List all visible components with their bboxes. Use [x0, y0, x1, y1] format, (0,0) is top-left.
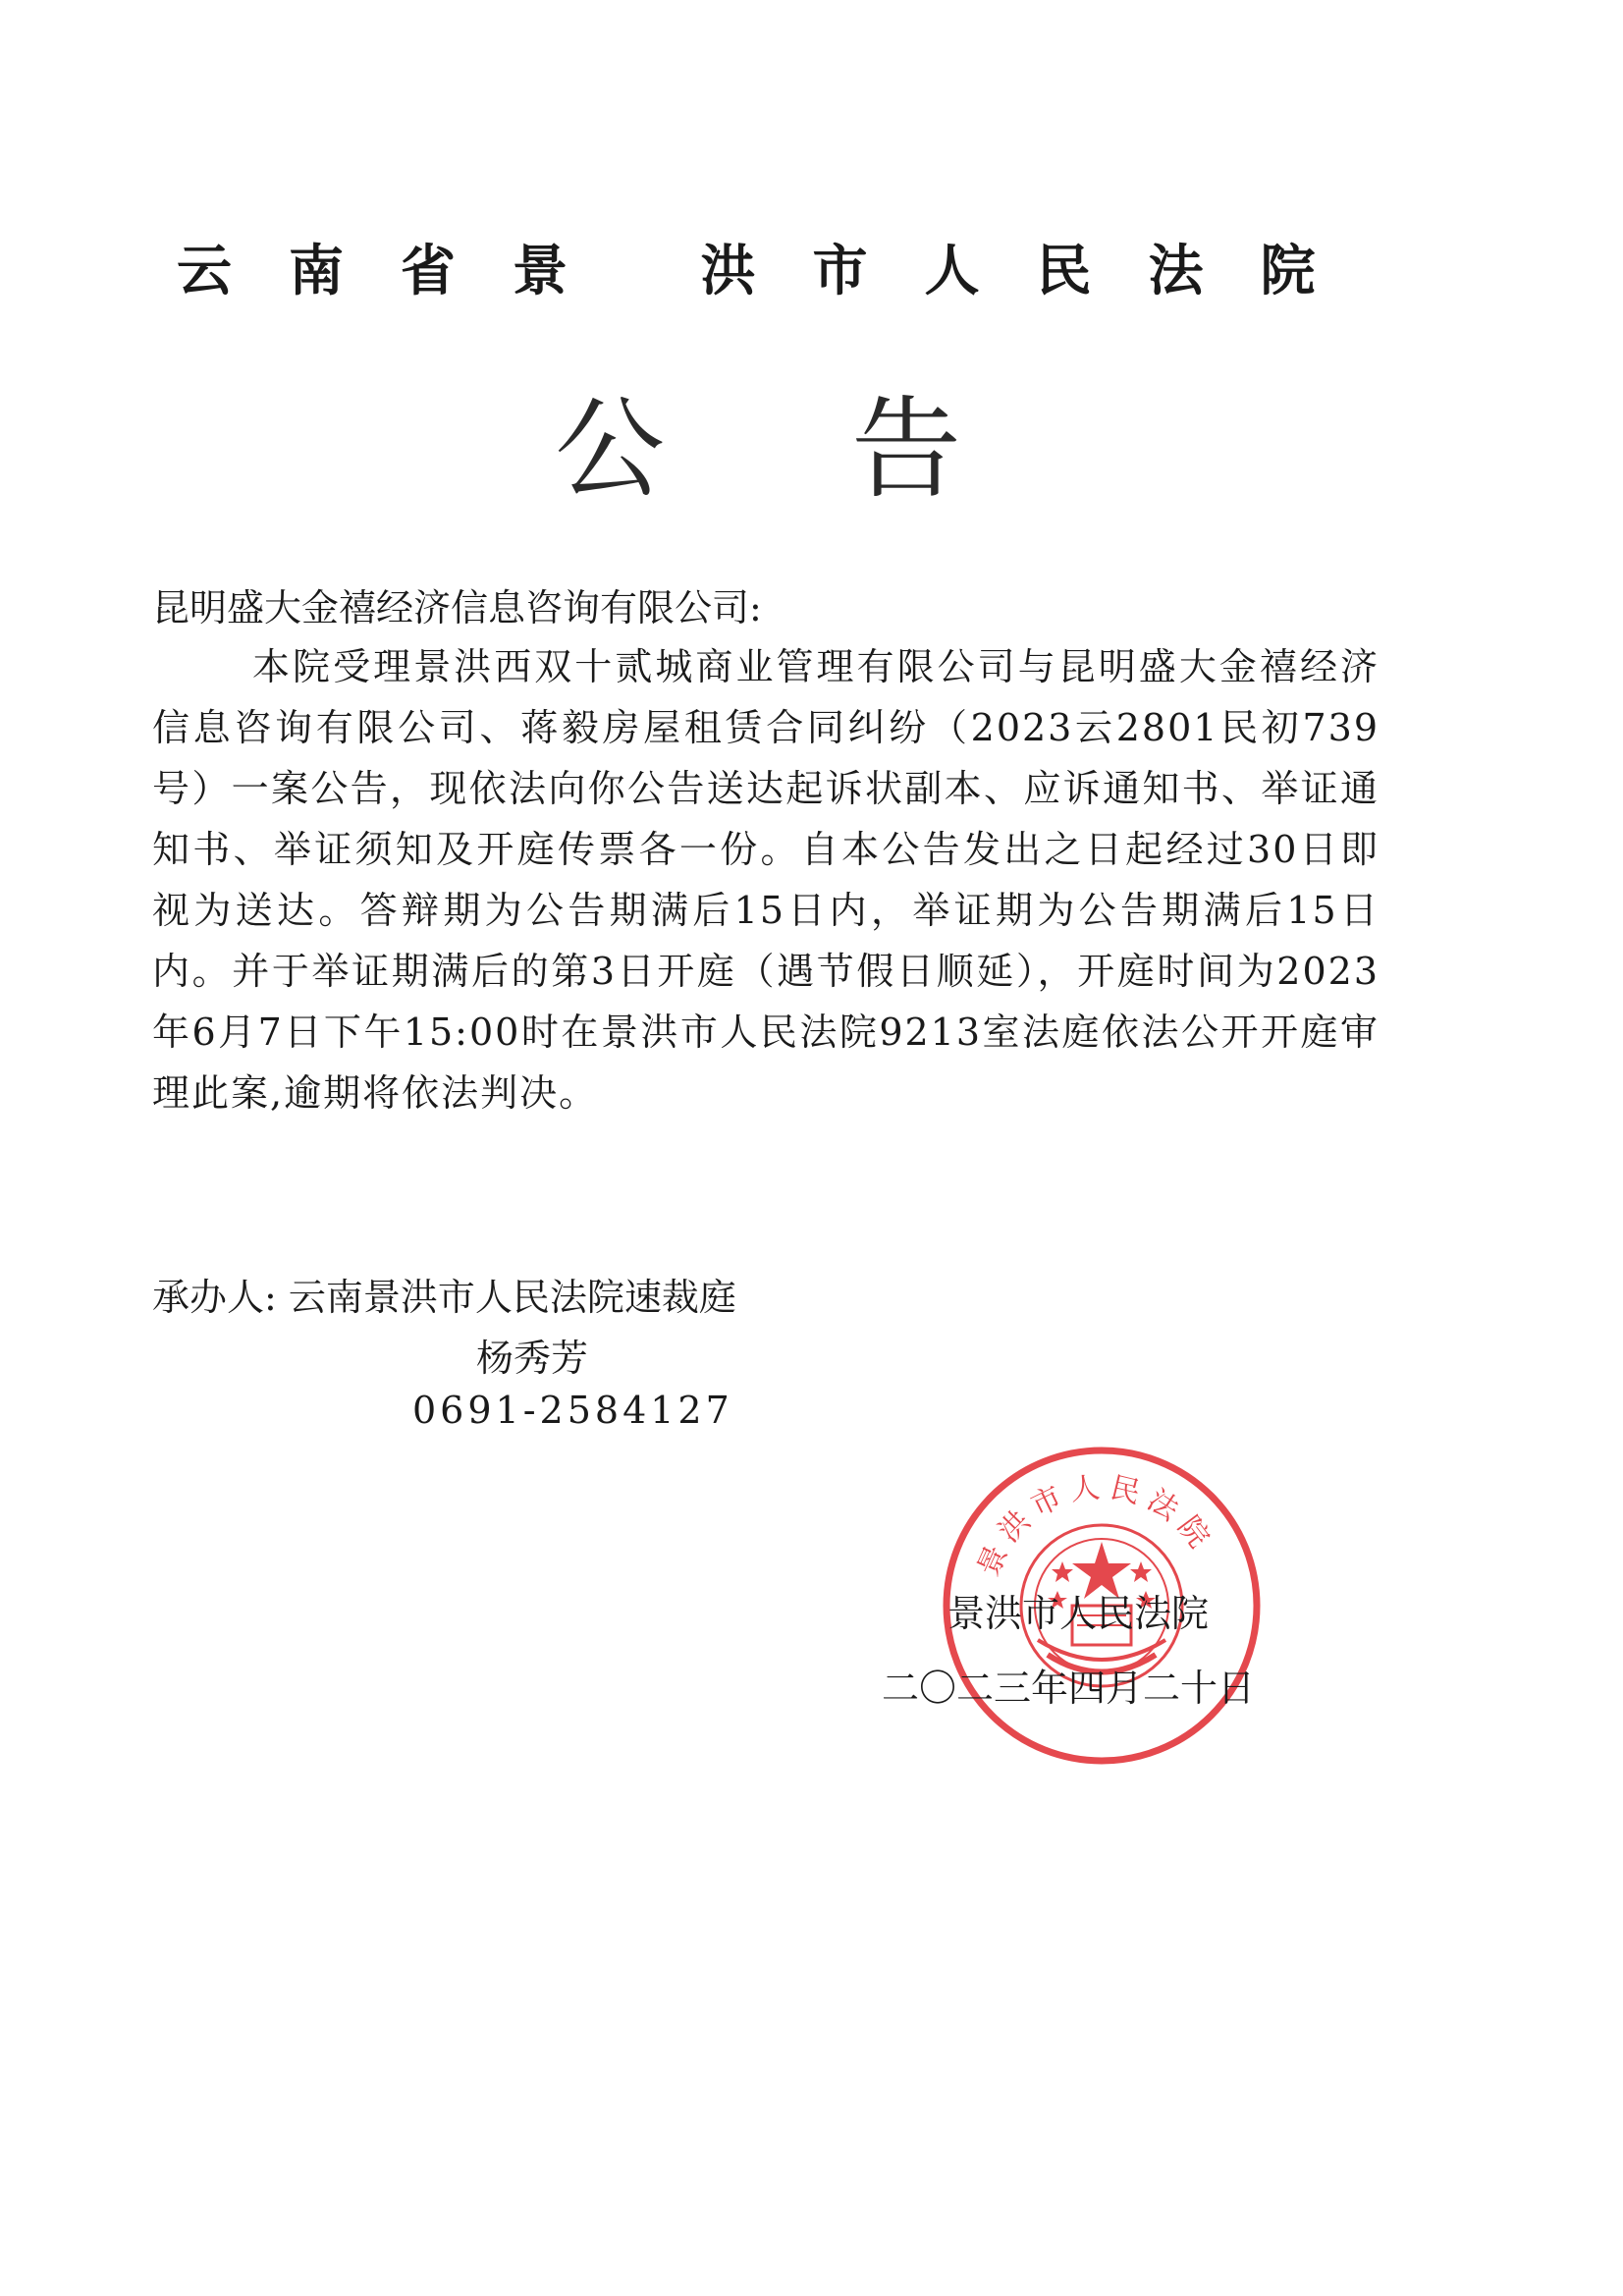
- notice-body: 本院受理景洪西双十贰城商业管理有限公司与昆明盛大金禧经济信息咨询有限公司、蒋毅房屋租赁合同纠纷（2023云2801民初739号）一案公告，现依法向你公告送达起诉状副本、应诉通知书、举证通知书、举证须知及开庭传票各一份。自本公告发出之日起经过30日即视为送达。答辩期为公告期满后15日内，举证期为公告期满后15日内。并于举证期满后的第3日开庭（遇节假日顺延），开庭时间为2023年6月7日下午15:00时在景洪市人民法院9213室法庭依法公开开庭审理此案,逾期将依法判决。: [152, 645, 1380, 1115]
- handler-label-unit: 承办人: 云南景洪市人民法院速裁庭: [152, 1276, 736, 1319]
- notice-title: 公告: [555, 386, 1148, 514]
- signature-date: 二〇二三年四月二十日: [882, 1667, 1256, 1710]
- addressee: 昆明盛大金禧经济信息咨询有限公司:: [152, 586, 762, 629]
- court-title: 云南省景 洪市人民法院: [177, 240, 1373, 303]
- handler-name: 杨秀芳: [476, 1337, 589, 1380]
- handler-phone: 0691-2584127: [412, 1389, 733, 1432]
- signature-court: 景洪市人民法院: [947, 1592, 1210, 1635]
- seal-ring-text: 景洪市人民法院: [971, 1469, 1221, 1582]
